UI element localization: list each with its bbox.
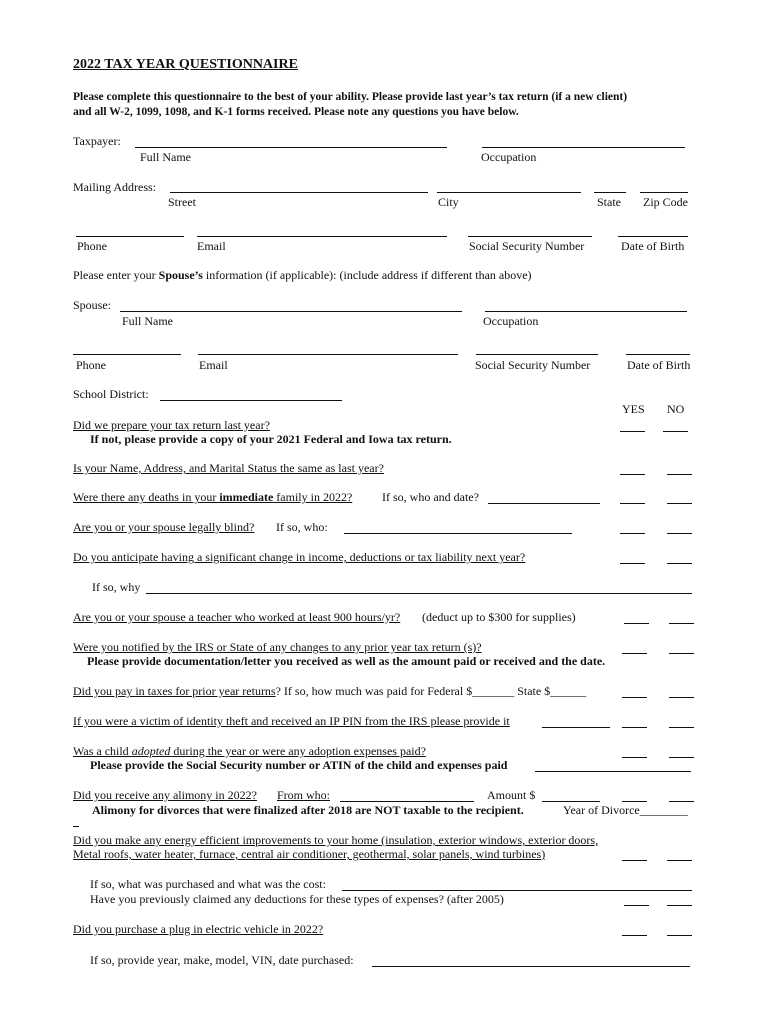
spouse-intro-post: information (if applicable): (include address if different than above) [202, 268, 532, 282]
taxpayer-occupation-caption: Occupation [481, 150, 537, 164]
state-field[interactable] [594, 192, 626, 193]
q10-post: during the year or were any adoption expenses paid? [170, 744, 426, 758]
school-district-label: School District: [73, 387, 149, 401]
vehicle-details-field[interactable] [372, 966, 690, 967]
taxpayer-phone-field[interactable] [76, 236, 184, 237]
stray-underline [73, 826, 79, 827]
spouse-dob-field[interactable] [626, 354, 690, 355]
state-caption: State [597, 195, 621, 209]
q3-bold: immediate [219, 490, 274, 504]
question-adoption-note: Please provide the Social Security number or ATIN of the child and expenses paid [90, 758, 508, 772]
spouse-intro-bold: Spouse’s [158, 268, 203, 282]
question-alimony-from: From who: [277, 788, 331, 802]
q3-post: family in 2022? [273, 490, 353, 504]
spouse-intro [73, 268, 532, 282]
q9-no-blank[interactable] [669, 727, 694, 728]
q7-no-blank[interactable] [669, 653, 694, 654]
q10-yes-blank[interactable] [622, 757, 647, 758]
spouse-email-field[interactable] [198, 354, 458, 355]
q7-yes-blank[interactable] [622, 653, 647, 654]
deaths-who-date-field[interactable] [488, 503, 600, 504]
q1-no-blank[interactable] [663, 431, 688, 432]
alimony-amount-field[interactable] [542, 801, 600, 802]
mailing-address-label: Mailing Address: [73, 180, 156, 194]
adoption-details-field[interactable] [535, 771, 691, 772]
taxpayer-label: Taxpayer: [73, 134, 121, 148]
energy-purchase-field[interactable] [342, 890, 692, 891]
q12-no-blank[interactable] [667, 860, 692, 861]
spouse-name-field[interactable] [120, 311, 462, 312]
taxpayer-email-field[interactable] [197, 236, 447, 237]
spouse-occupation-caption: Occupation [483, 314, 539, 328]
q6-no-blank[interactable] [669, 623, 694, 624]
q3-pre: Were there any deaths in your [73, 490, 220, 504]
intro-line-1: Please complete this questionnaire to the best of your ability. Please provide last year’s tax return (if a new client) [73, 91, 628, 103]
q12b-yes-blank[interactable] [624, 905, 649, 906]
taxpayer-email-caption: Email [197, 239, 226, 253]
q12-yes-blank[interactable] [622, 860, 647, 861]
q4-no-blank[interactable] [667, 533, 692, 534]
question-energy-line-2: Metal roofs, water heater, furnace, central air conditioner, geothermal, solar panels, wind turbines) [73, 847, 546, 861]
q13-no-blank[interactable] [667, 935, 692, 936]
alimony-from-field[interactable] [340, 801, 474, 802]
taxpayer-occupation-field[interactable] [482, 147, 685, 148]
taxpayer-dob-field[interactable] [618, 236, 688, 237]
spouse-phone-field[interactable] [73, 354, 181, 355]
q8-main: Did you pay in taxes for prior year returns [73, 684, 276, 698]
q5-yes-blank[interactable] [620, 563, 645, 564]
question-prior-return-note: If not, please provide a copy of your 2021 Federal and Iowa tax return. [90, 432, 452, 446]
question-deaths-follow: If so, who and date? [382, 490, 479, 504]
blind-who-field[interactable] [344, 533, 572, 534]
spouse-label: Spouse: [73, 298, 112, 312]
question-energy-follow-2: Have you previously claimed any deductions for these types of expenses? (after 2005) [90, 892, 504, 906]
question-same-info: Is your Name, Address, and Marital Status the same as last year? [73, 461, 384, 475]
question-significant-change-follow: If so, why [92, 580, 141, 594]
question-alimony-note: Alimony for divorces that were finalized after 2018 are NOT taxable to the recipient. [92, 803, 524, 817]
q10-italic: adopted [131, 744, 171, 758]
school-district-field[interactable] [160, 400, 342, 401]
question-prior-return: Did we prepare your tax return last year? [73, 418, 270, 432]
page-title: 2022 TAX YEAR QUESTIONNAIRE [73, 57, 298, 72]
spouse-intro-pre: Please enter your [73, 268, 159, 282]
q1-yes-blank[interactable] [620, 431, 645, 432]
question-electric-vehicle-follow: If so, provide year, make, model, VIN, date purchased: [90, 953, 354, 967]
no-column-header: NO [667, 402, 685, 416]
question-teacher: Are you or your spouse a teacher who worked at least 900 hours/yr? [73, 610, 401, 624]
taxpayer-full-name-caption: Full Name [140, 150, 191, 164]
q2-no-blank[interactable] [667, 474, 692, 475]
zip-field[interactable] [640, 192, 688, 193]
taxpayer-ssn-caption: Social Security Number [469, 239, 585, 253]
city-caption: City [438, 195, 459, 209]
intro-line-2: and all W-2, 1099, 1098, and K-1 forms received. Please note any questions you have below. [73, 106, 519, 118]
q8-yes-blank[interactable] [622, 697, 647, 698]
question-blind-follow: If so, who: [276, 520, 328, 534]
question-blind: Are you or your spouse legally blind? [73, 520, 255, 534]
spouse-ssn-caption: Social Security Number [475, 358, 591, 372]
question-significant-change: Do you anticipate having a significant change in income, deductions or tax liability next year? [73, 550, 526, 564]
q9-yes-blank[interactable] [622, 727, 647, 728]
question-irs-notice: Were you notified by the IRS or State of any changes to any prior year tax return (s)? [73, 640, 482, 654]
zip-caption: Zip Code [643, 195, 688, 209]
spouse-full-name-caption: Full Name [122, 314, 173, 328]
taxpayer-phone-caption: Phone [77, 239, 107, 253]
spouse-email-caption: Email [199, 358, 228, 372]
q8-no-blank[interactable] [669, 697, 694, 698]
question-adoption [73, 744, 426, 758]
ip-pin-field[interactable] [542, 727, 610, 728]
taxpayer-ssn-field[interactable] [468, 236, 592, 237]
street-caption: Street [168, 195, 196, 209]
change-why-field[interactable] [146, 593, 692, 594]
taxpayer-name-field[interactable] [135, 147, 447, 148]
q11-yes-blank[interactable] [622, 801, 647, 802]
q4-yes-blank[interactable] [620, 533, 645, 534]
street-field[interactable] [170, 192, 428, 193]
q3-yes-blank[interactable] [620, 503, 645, 504]
question-alimony: Did you receive any alimony in 2022? [73, 788, 257, 802]
q13-yes-blank[interactable] [622, 935, 647, 936]
alimony-note-text: Alimony for divorces that were finalized after 2018 are NOT taxable to the recipient [92, 803, 521, 817]
question-prior-taxes [73, 684, 586, 698]
q6-yes-blank[interactable] [624, 623, 649, 624]
q2-yes-blank[interactable] [620, 474, 645, 475]
spouse-occupation-field[interactable] [485, 311, 687, 312]
question-electric-vehicle: Did you purchase a plug in electric vehicle in 2022? [73, 922, 324, 936]
question-alimony-amount: Amount $ [487, 788, 536, 802]
question-deaths [73, 490, 352, 504]
q11-no-blank[interactable] [669, 801, 694, 802]
yes-column-header: YES [622, 402, 645, 416]
q12b-no-blank[interactable] [667, 905, 692, 906]
question-energy-follow-1: If so, what was purchased and what was the cost: [90, 877, 326, 891]
taxpayer-dob-caption: Date of Birth [621, 239, 685, 253]
question-energy-line-1: Did you make any energy efficient improvements to your home (insulation, exterior windows, exterior doors, [73, 833, 599, 847]
q5-no-blank[interactable] [667, 563, 692, 564]
question-ip-pin: If you were a victim of identity theft and received an IP PIN from the IRS please provide it [73, 714, 510, 728]
spouse-dob-caption: Date of Birth [627, 358, 691, 372]
question-irs-notice-note: Please provide documentation/letter you received as well as the amount paid or received and the date. [87, 654, 606, 668]
q3-no-blank[interactable] [667, 503, 692, 504]
q8-follow: ? If so, how much was paid for Federal $_______ State $______ [275, 684, 587, 698]
question-teacher-follow: (deduct up to $300 for supplies) [422, 610, 576, 624]
q10-no-blank[interactable] [669, 757, 694, 758]
spouse-ssn-field[interactable] [476, 354, 598, 355]
question-alimony-divorce-year: Year of Divorce________ [563, 803, 688, 817]
spouse-phone-caption: Phone [76, 358, 106, 372]
q10-pre: Was a child [73, 744, 132, 758]
city-field[interactable] [437, 192, 581, 193]
